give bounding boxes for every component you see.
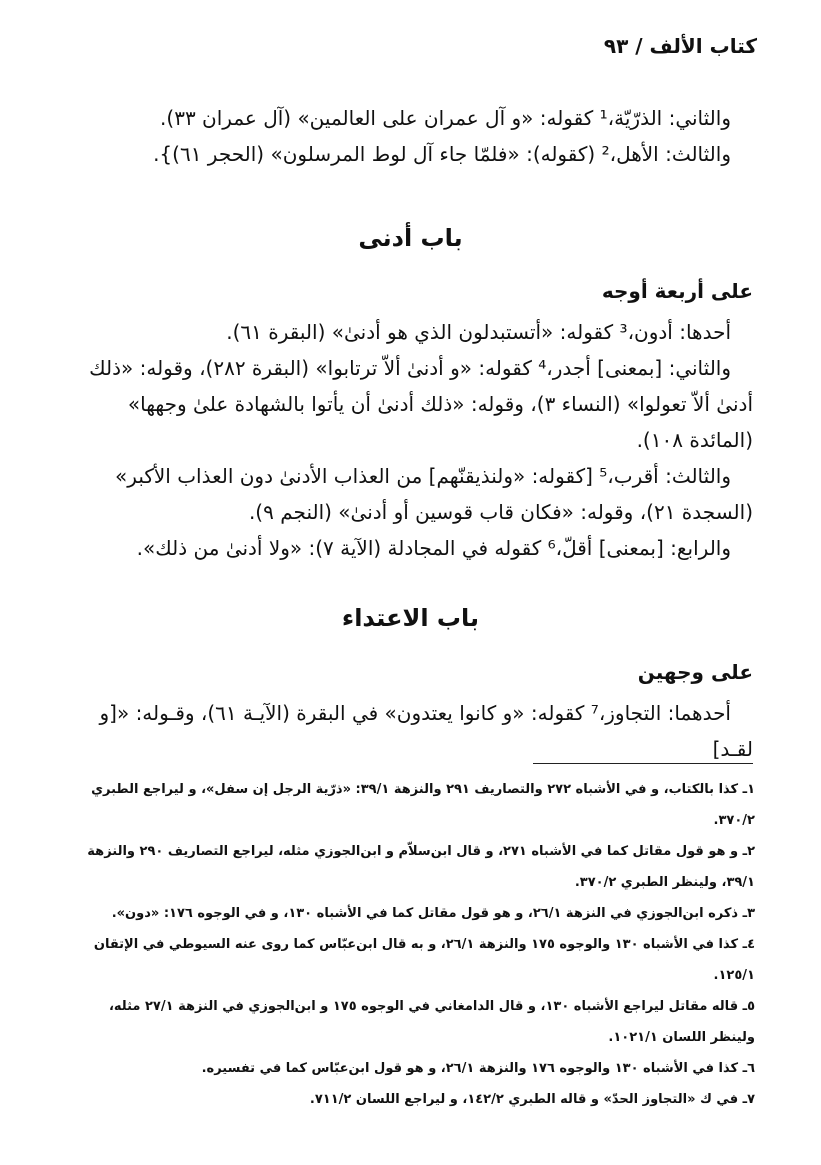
paragraph-adna-3: والثالث: أقرب،⁵ [كقوله: «ولنذيقنّهم] من العذاب الأدنىٰ دون العذاب الأكبر» (السجدة ٢١)، وقوله: «فكان قاب قوسين أو أدنىٰ» (النجم ٩).: [115, 464, 753, 524]
intro-line-1: والثاني: الذرّيّة،¹ كقوله: «و آل عمران على العالمين» (آل عمران ٣٣).: [160, 106, 731, 130]
paragraph-adna-2: والثاني: [بمعنى] أجدر،⁴ كقوله: «و أدنىٰ ألاّ ترتابوا» (البقرة ٢٨٢)، وقوله: «ذلك أدنىٰ ألاّ تعولوا» (النساء ٣)، وقوله: «ذلك أدنىٰ أن يأتوا بالشهادة علىٰ وجهها» (المائدة ١٠٨).: [89, 356, 753, 452]
footnote-6: ٦ـ كذا في الأشباه ١٣٠ والوجوه ١٧٦ والنزهة ٢٦/١، و هو قول ابن‌عبّاس كما في تفسيره.: [201, 1061, 755, 1076]
section-heading-itida: باب الاعتداء: [341, 604, 480, 632]
footnotes: [64, 774, 755, 1115]
section-body-adna: [64, 314, 753, 566]
paragraph-itida-1: أحدهما: التجاوز،⁷ كقوله: «و كانوا يعتدون» في البقرة (الآيـة ٦١)، وقـوله: «[و لقـد]: [99, 701, 753, 761]
footnote-1: ١ـ كذا بالكتاب، و في الأشباه ٢٧٢ والتصاريف ٢٩١ والنزهة ٣٩/١: «ذرّية الرجل إن سفل»، و ليراجع الطبري ٣٧٠/٢.: [91, 782, 755, 828]
running-header: كتاب الألف / ٩٣: [603, 34, 757, 58]
footnote-divider: [533, 763, 753, 764]
footnote-7: ٧ـ في ك «التجاوز الحدّ» و قاله الطبري ١٤٢/٢، و ليراجع اللسان ٧١١/٢.: [309, 1092, 755, 1107]
footnote-5: ٥ـ قاله مقاتل ليراجع الأشباه ١٣٠، و قال الدامغاني في الوجوه ١٧٥ و ابن‌الجوزي في النزهة ٢٧/١ مثله، ولينظر اللسان ١٠٢١/١.: [108, 999, 755, 1045]
intro-line-2: والثالث: الأهل،² (كقوله): «فلمّا جاء آل لوط المرسلون» (الحجر ٦١)}.: [153, 142, 731, 166]
section-subheading-itida: على وجهين: [637, 660, 753, 684]
intro-block: [64, 100, 753, 172]
paragraph-adna-4: والرابع: [بمعنى] أقلّ،⁶ كقوله في المجادلة (الآية ٧): «ولا أدنىٰ من ذلك».: [136, 536, 731, 560]
footnote-2: ٢ـ و هو قول مقاتل كما في الأشباه ٢٧١، و قال ابن‌سلاّم و ابن‌الجوزي مثله، ليراجع التصاريف ٢٩٠ والنزهة ٣٩/١، ولينظر الطبري ٣٧٠/٢.: [87, 844, 755, 890]
paragraph-adna-1: أحدها: أدون،³ كقوله: «أتستبدلون الذي هو أدنىٰ» (البقرة ٦١).: [226, 320, 731, 344]
section-subheading-adna: على أربعة أوجه: [601, 279, 753, 303]
section-heading-adna: باب أدنى: [358, 224, 463, 252]
footnote-3: ٣ـ ذكره ابن‌الجوزي في النزهة ٢٦/١، و هو قول مقاتل كما في الأشباه ١٣٠، و في الوجوه ١٧٦: «دون».: [111, 906, 755, 921]
footnote-4: ٤ـ كذا في الأشباه ١٣٠ والوجوه ١٧٥ والنزهة ٢٦/١، و به قال ابن‌عبّاس كما روى عنه السيوطي في الإتقان ١٢٥/١.: [93, 937, 755, 983]
section-body-itida: [64, 695, 753, 767]
